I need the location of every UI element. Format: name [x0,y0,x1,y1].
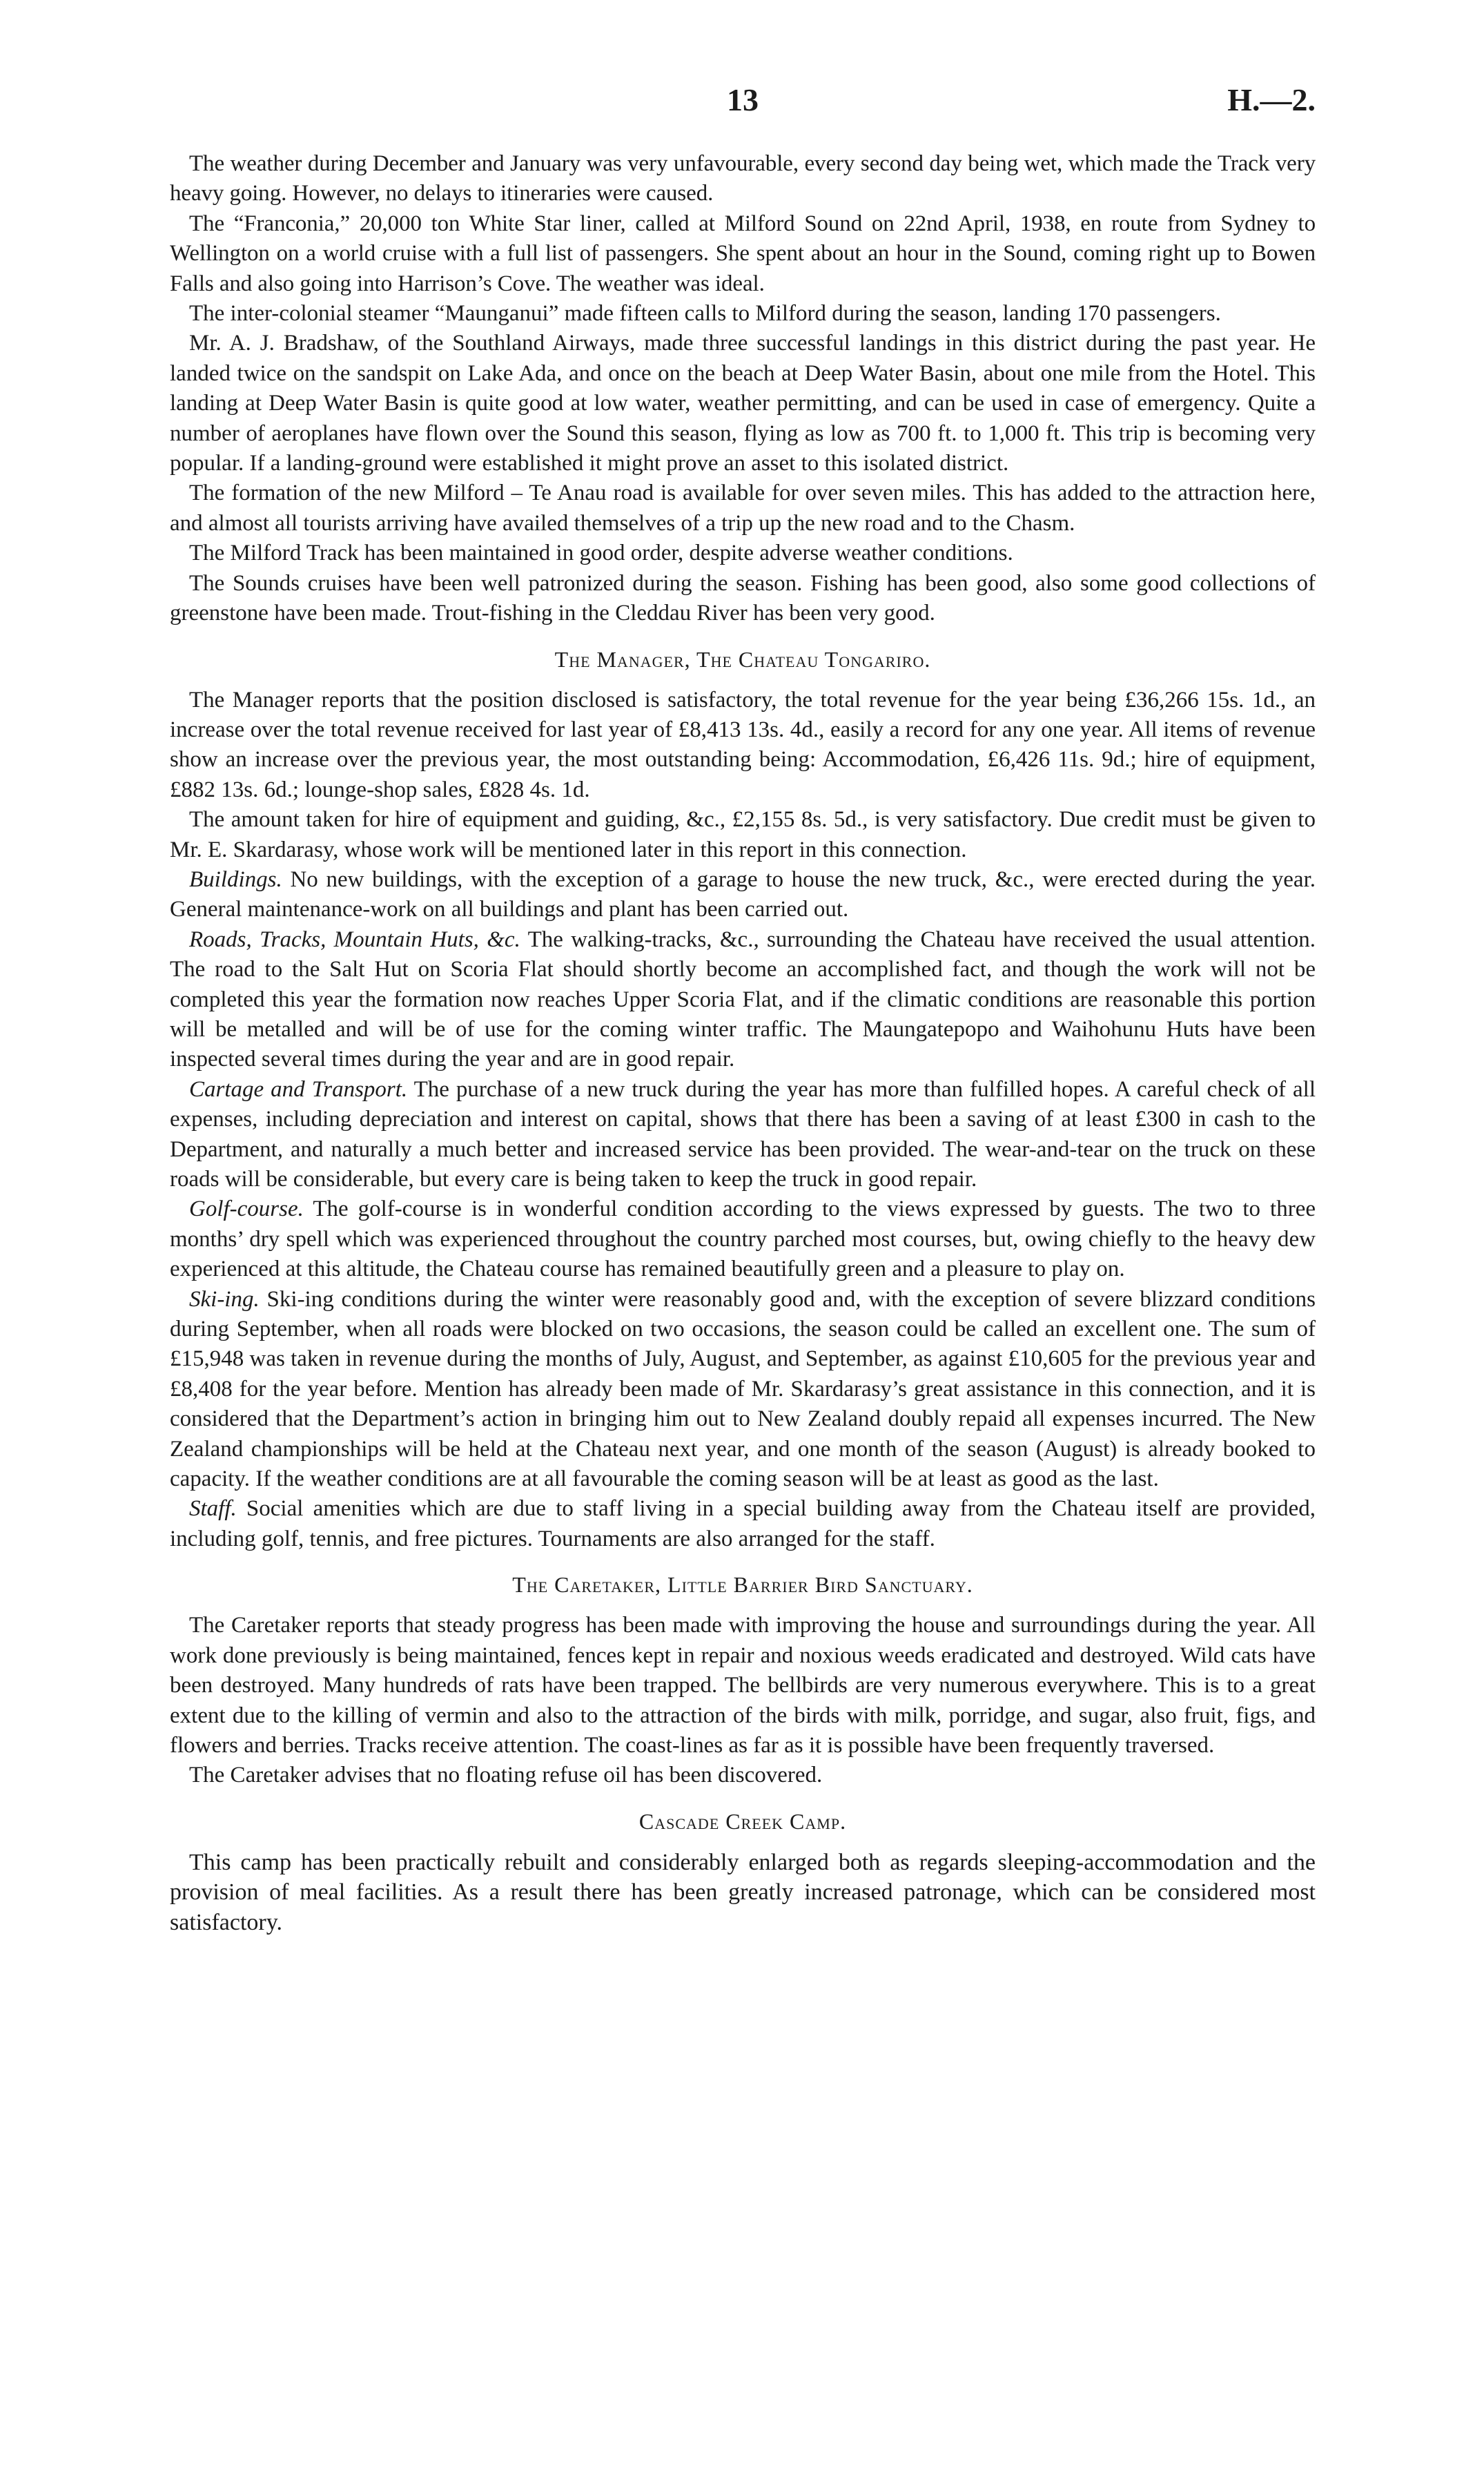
roads-lead: Roads, Tracks, Mountain Huts, &c. [189,927,520,952]
paragraph-cruises: The Sounds cruises have been well patronized during the season. Fishing has been good, also some good collections of greenstone have been made. Trout-fishing in the Cleddau River has been very good. [170,570,1316,626]
milford-section [170,149,1316,629]
paragraph-track: The Milford Track has been maintained in good order, despite adverse weather conditions. [189,541,1013,566]
paragraph-oil: The Caretaker advises that no floating refuse oil has been discovered. [189,1763,823,1788]
barrier-section [170,1569,1316,1790]
paragraph-cartage [170,1075,1316,1195]
ski-lead: Ski-ing. [189,1286,260,1312]
document-body [170,149,1316,1937]
buildings-text: No new buildings, with the exception of a garage to house the new truck, &c., were erected during the year. General maintenance-work on all buildings and plant has been carried out. [170,866,1316,922]
paragraph-maunganui: The inter-colonial steamer “Maunganui” made fifteen calls to Milford during the season, landing 170 passengers. [189,301,1221,327]
paragraph-buildings [170,865,1316,925]
cascade-section [170,1806,1316,1937]
paragraph-road: The formation of the new Milford – Te Anau road is available for over seven miles. This has added to the attraction here, and almost all tourists arriving have availed themselves of a trip up the new road and to the Chasm. [170,481,1316,536]
paragraph-equipment: The amount taken for hire of equipment and guiding, &c., £2,155 8s. 5d., is very satisfactory. Due credit must be given to Mr. E. Skardarasy, whose work will be mentioned later in this report in this connection. [170,807,1316,862]
cartage-lead: Cartage and Transport. [189,1076,408,1102]
paragraph-roads [170,925,1316,1075]
golf-lead: Golf-course. [189,1196,304,1222]
paragraph-ski [170,1285,1316,1495]
paragraph-weather: The weather during December and January was very unfavourable, every second day being wet, which made the Track very heavy going. However, no delays to itineraries were caused. [170,151,1316,206]
paragraph-franconia: The “Franconia,” 20,000 ton White Star liner, called at Milford Sound on 22nd April, 1938, en route from Sydney to Wellington on a world cruise with a full list of passengers. She spent about an hour in the Sound, coming right up to Bowen Falls and also going into Harrison’s Cove. The weather was ideal. [170,211,1316,296]
page-header [170,76,1316,124]
paragraph-progress: The Caretaker reports that steady progress has been made with improving the house and surroundings during the year. All work done previously is being maintained, fences kept in repair and noxious weeds eradicated and destroyed. Wild cats have been destroyed. Many hundreds of rats have been trapped. The bellbirds are very numerous everywhere. This is to a great extent due to the killing of vermin and also to the attraction of the birds with milk, porridge, and sugar, also fruit, figs, and flowers and berries. Tracks receive attention. The coast-lines as far as it is possible have been frequently traversed. [170,1613,1316,1758]
section-heading-barrier: The Caretaker, Little Barrier Bird Sanctuary. [512,1572,973,1598]
section-heading-cascade: Cascade Creek Camp. [638,1808,847,1834]
page-number: 13 [727,82,759,117]
paragraph-golf [170,1194,1316,1284]
paragraph-revenue: The Manager reports that the position disclosed is satisfactory, the total revenue for the year being £36,266 15s. 1d., an increase over the total revenue received for last year of £8,413 13s. 4d., easily a record for any one year. All items of revenue show an increase over the previous year, the most outstanding being: Accommodation, £6,426 11s. 9d.; hire of equipment, £882 13s. 6d.; lounge-shop sales, £828 4s. 1d. [170,687,1316,802]
staff-lead: Staff. [189,1496,237,1522]
chateau-section [170,644,1316,1555]
section-heading-chateau: The Manager, The Chateau Tongariro. [554,646,931,672]
paragraph-camp: This camp has been practically rebuilt and considerably enlarged both as regards sleeping-accommodation and the provision of meal facilities. As a result there has been greatly increased patronage, which can be considered most satisfactory. [170,1849,1316,1935]
ski-text: Ski-ing conditions during the winter were reasonably good and, with the exception of severe blizzard conditions during September, when all roads were blocked on two occasions, the season could be called an excellent one. The sum of £15,948 was taken in revenue during the months of July, August, and September, as against £10,605 for the previous year and £8,408 for the year before. Mention has already been made of Mr. Skardarasy’s great assistance in this connection, and it is considered that the Department’s action in bringing him out to New Zealand doubly repaid all expenses incurred. The New Zealand championships will be held at the Chateau next year, and one month of the season (August) is already booked to capacity. If the weather conditions are at all favourable the coming season will be at least as good as the last. [170,1286,1316,1492]
golf-text: The golf-course is in wonderful condition according to the views expressed by guests. The two to three months’ dry spell which was experienced throughout the country parched most courses, but, owing chiefly to the heavy dew experienced at this altitude, the Chateau course has remained beautifully green and a pleasure to play on. [170,1196,1316,1282]
paragraph-staff [170,1494,1316,1554]
buildings-lead: Buildings. [189,866,282,892]
document-reference: H.—2. [1227,82,1316,117]
cartage-text: The purchase of a new truck during the year has more than fulfilled hopes. A careful check of all expenses, including depreciation and interest on capital, shows that there has been a saving of at least £300 in cash to the Department, and naturally a much better and increased service has been provided. The wear-and-tear on the truck on these roads will be considerable, but every care is being taken to keep the truck in good repair. [170,1076,1316,1192]
roads-text: The walking-tracks, &c., surrounding the Chateau have received the usual attention. The road to the Salt Hut on Scoria Flat should shortly become an accomplished fact, and though the work will not be completed this year the formation now reaches Upper Scoria Flat, and if the climatic conditions are reasonable this portion will be metalled and will be of use for the coming winter traffic. The Maungatepopo and Waihohunu Huts have been inspected several times during the year and are in good repair. [170,927,1316,1072]
staff-text: Social amenities which are due to staff living in a special building away from the Chateau itself are provided, including golf, tennis, and free pictures. Tournaments are also arranged for the staff. [170,1496,1316,1551]
document-page [170,76,1316,1937]
paragraph-airways: Mr. A. J. Bradshaw, of the Southland Airways, made three successful landings in this district during the past year. He landed twice on the sandspit on Lake Ada, and once on the beach at Deep Water Basin, about one mile from the Hotel. This landing at Deep Water Basin is quite good at low water, weather permitting, and can be used in case of emergency. Quite a number of aeroplanes have flown over the Sound this season, flying as low as 700 ft. to 1,000 ft. This trip is becoming very popular. If a landing-ground were established it might prove an asset to this isolated district. [170,331,1316,476]
